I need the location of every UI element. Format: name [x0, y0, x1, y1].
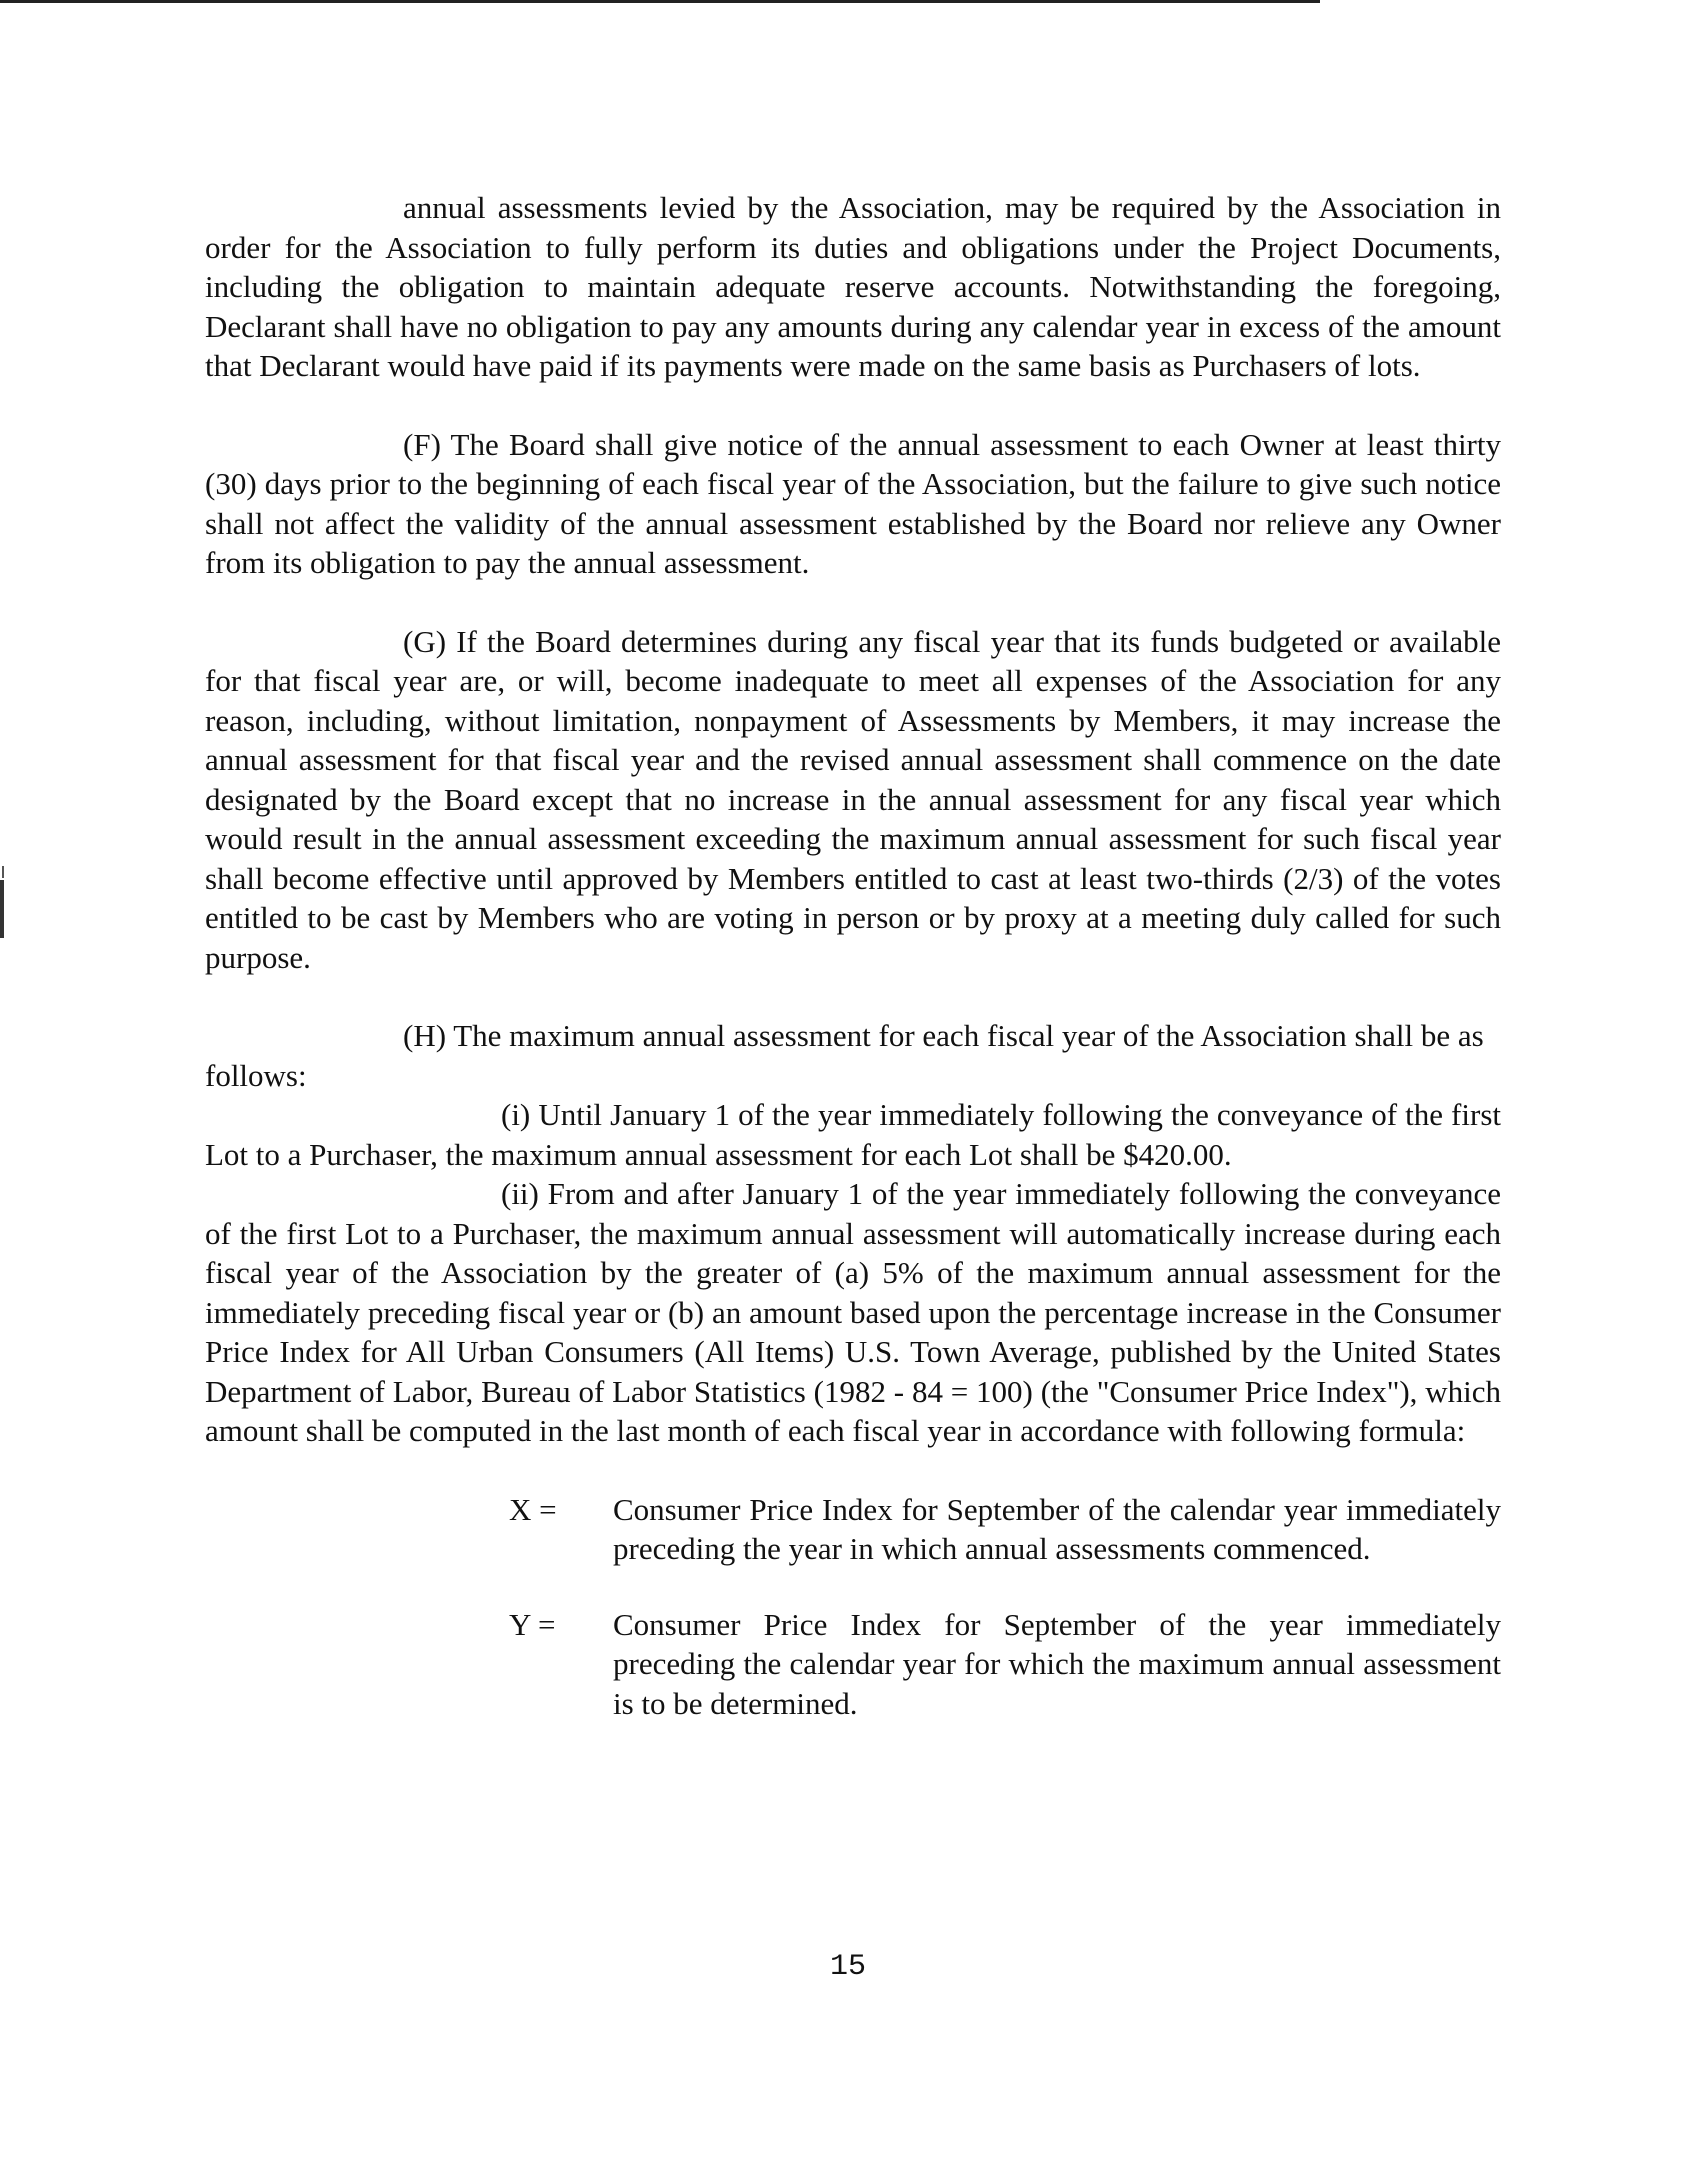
page-number: 15	[829, 1950, 866, 1984]
formula-definitions	[509, 1490, 1501, 1724]
paragraph-f: (F) The Board shall give notice of the annual assessment to each Owner at least thirty (30) days prior to the beginning of each fiscal year of the Association, but the failure to give such notice shall not affect the validity of the annual assessment established by the Board nor relieve any Owner from its obligation to pay the annual assessment.	[205, 426, 1501, 580]
paragraph-h-ii: (ii) From and after January 1 of the year immediately following the conveyance of the first Lot to a Purchaser, the maximum annual assessment will automatically increase during each fiscal year of the Association by the greater of (a) 5% of the maximum annual assessment for the immediately preceding fiscal year or (b) an amount based upon the percentage increase in the Consumer Price Index for All Urban Consumers (All Items) U.S. Town Average, published by the United States Department of Labor, Bureau of Labor Statistics (1982 - 84 = 100) (the "Consumer Price Index"), which amount shall be computed in the last month of each fiscal year in accordance with following formula:	[205, 1176, 1501, 1448]
formula-row-y	[509, 1605, 1501, 1724]
formula-variable-x: X =	[509, 1491, 557, 1527]
paragraph-g: (G) If the Board determines during any fiscal year that its funds budgeted or available for that fiscal year are, or will, become inadequate to meet all expenses of the Association for any reason, including, without limitation, nonpayment of Assessments by Members, it may increase the annual assessment for that fiscal year and the revised annual assessment shall commence on the date designated by the Board except that no increase in the annual assessment for any fiscal year which would result in the annual assessment exceeding the maximum annual assessment for such fiscal year shall become effective until approved by Members entitled to cast at least two-thirds (2/3) of the votes entitled to be cast by Members who are voting in person or by proxy at a meeting duly called for such purpose.	[205, 623, 1501, 975]
left-scan-mark	[0, 880, 4, 938]
paragraph-h: (H) The maximum annual assessment for each fiscal year of the Association shall be as follows:	[205, 1018, 1484, 1093]
formula-definition-y: Consumer Price Index for September of the year immediately preceding the calendar year for which the maximum annual assessment is to be determined.	[613, 1606, 1501, 1721]
paragraph-continuation: annual assessments levied by the Association, may be required by the Association in order for the Association to fully perform its duties and obligations under the Project Documents, including the obligation to maintain adequate reserve accounts. Notwithstanding the foregoing, Declarant shall have no obligation to pay any amounts during any calendar year in excess of the amount that Declarant would have paid if its payments were made on the same basis as Purchasers of lots.	[205, 190, 1501, 383]
formula-row-x	[509, 1490, 1501, 1569]
paragraph-h-i: (i) Until January 1 of the year immediately following the conveyance of the first Lot to a Purchaser, the maximum annual assessment for each Lot shall be $420.00.	[205, 1097, 1501, 1172]
formula-definition-x: Consumer Price Index for September of the calendar year immediately preceding the year in which annual assessments commenced.	[613, 1491, 1501, 1566]
document-page	[205, 188, 1501, 1723]
left-scan-mark-small	[2, 866, 4, 878]
top-scan-edge	[0, 0, 1320, 3]
formula-variable-y: Y =	[509, 1606, 556, 1642]
